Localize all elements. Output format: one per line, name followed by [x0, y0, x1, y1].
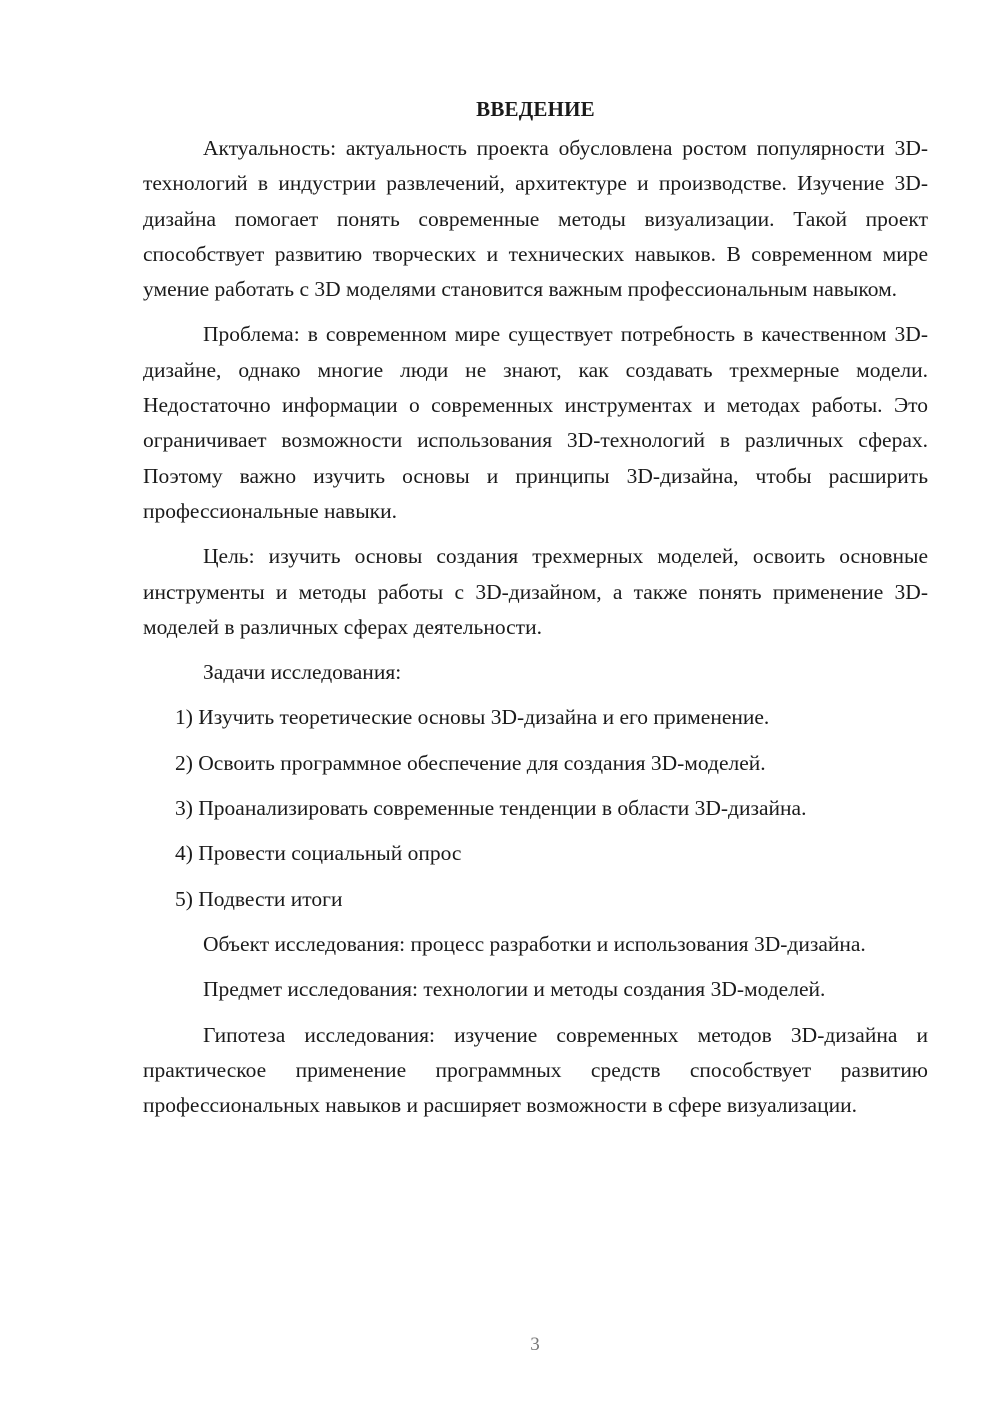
document-page: [143, 93, 928, 1133]
hypothesis-paragraph: Гипотеза исследования: изучение современных методов 3D-дизайна и практическое применение программных средств способствует развитию профессиональных навыков и расширяет возможности в сфере визуализации.: [143, 1022, 928, 1118]
object-paragraph: Объект исследования: процесс разработки и использования 3D-дизайна.: [203, 931, 866, 956]
task-item: 2) Освоить программное обеспечение для создания 3D-моделей.: [175, 750, 766, 775]
goal-paragraph: Цель: изучить основы создания трехмерных моделей, освоить основные инструменты и методы работы с 3D-дизайном, а также понять применение 3D-моделей в различных сферах деятельности.: [143, 544, 928, 639]
relevance-paragraph: Актуальность: актуальность проекта обусловлена ростом популярности 3D-технологий в индустрии развлечений, архитектуре и производстве. Изучение 3D-дизайна помогает понять современные методы визуализации. Такой проект способствует развитию творческих и технических навыков. В современном мире умение работать с 3D моделями становится важным профессиональным навыком.: [143, 136, 928, 302]
task-item: 1) Изучить теоретические основы 3D-дизайна и его применение.: [175, 705, 770, 730]
subject-paragraph: Предмет исследования: технологии и методы создания 3D-моделей.: [203, 977, 826, 1002]
problem-paragraph: Проблема: в современном мире существует потребность в качественном 3D-дизайне, однако многие люди не знают, как создавать трехмерные модели. Недостаточно информации о современных инструментах и методах работы. Это ограничивает возможности использования 3D-технологий в различных сферах. Поэтому важно изучить основы и принципы 3D-дизайна, чтобы расширить профессиональные навыки.: [143, 322, 928, 523]
task-item: 5) Подвести итоги: [175, 886, 343, 911]
tasks-intro: Задачи исследования:: [203, 660, 402, 685]
tasks-list: [143, 700, 928, 916]
task-item: 4) Провести социальный опрос: [175, 841, 462, 866]
task-item: 3) Проанализировать современные тенденции в области 3D-дизайна.: [175, 796, 807, 821]
page-number: 3: [530, 1334, 540, 1355]
section-heading: ВВЕДЕНИЕ: [476, 97, 595, 121]
